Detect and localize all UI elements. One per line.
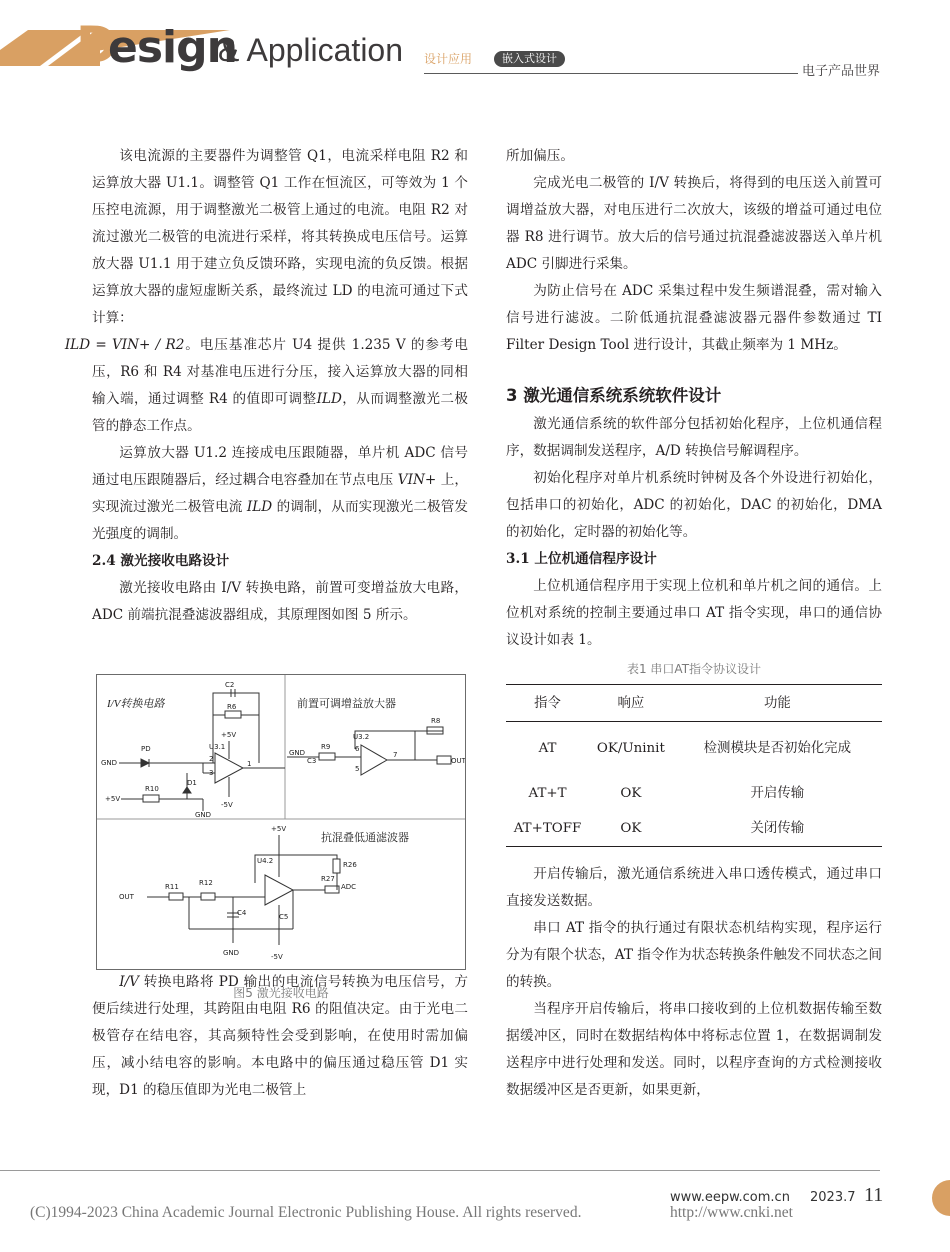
right-paragraph-8: 当程序开启传输后，将串口接收到的上位机数据传输至数据缓冲区，同时在数据结构体中将标志位置 1，在数据调制发送程序中进行处理和发送。同时，以程序查询的方式检测接收数据缓冲区是否更新，如果更新， [506, 1001, 882, 1098]
footer-date: 2023.7 [810, 1190, 856, 1205]
cell-func-att: 开启传输 [750, 785, 805, 801]
table-row [506, 722, 882, 777]
lbl-pin7: 7 [393, 751, 398, 759]
cell-resp-attoff: OK [589, 811, 673, 847]
lbl-pin1: 1 [247, 760, 252, 768]
magazine-name: 电子产品世界 [802, 64, 881, 79]
table-row [506, 776, 882, 811]
lbl-gnd-2: GND [195, 811, 212, 819]
cell-resp-att: OK [620, 785, 642, 801]
var-ild: ILD [316, 391, 342, 407]
var-ild-2: ILD [246, 499, 273, 515]
lbl-u32: U3.2 [353, 733, 370, 741]
var-vin: VIN+ [397, 472, 437, 488]
lbl-adc: ADC [341, 883, 357, 891]
logo-application-word: & Application [218, 32, 404, 68]
lbl-r9: R9 [321, 743, 331, 751]
lbl-n5v-1: -5V [221, 801, 233, 809]
cell-func-at: 检测模块是否初始化完成 [703, 741, 851, 756]
lbl-p5v-2: +5V [105, 795, 121, 803]
left-paragraph-3: 激光接收电路由 I/V 转换电路，前置可变增益放大电路，ADC 前端抗混叠滤波器组成，其原理图如图 5 所示。 [92, 580, 468, 623]
left-p2b-text: 上，实现流过激光二极管电流 [92, 472, 469, 515]
cell-func-attoff: 关闭传输 [673, 811, 882, 847]
lbl-r6: R6 [227, 703, 237, 711]
lbl-r10: R10 [145, 785, 159, 793]
lbl-out-1: OUT [451, 757, 465, 765]
lbl-r11: R11 [165, 883, 179, 891]
lbl-p5v-3: +5V [271, 825, 287, 833]
left-p4-text: 转换电路将 PD 输出的电流信号转换为电压信号，方便后续进行处理，其跨阻由电阻 R6 的阻值决定。由于光电二极管存在结电容，其高频特性会受到影响，在使用时需加偏压，减小结电容的影响。本电路中的偏压通过稳压管 D1 实现，D1 的稳压值即为光电二极管上 [92, 974, 468, 1098]
header-category: 设计应用 [424, 52, 473, 66]
table-row [506, 811, 882, 847]
right-paragraph-6: 开启传输后，激光通信系统进入串口透传模式，通过串口直接发送数据。 [506, 866, 882, 909]
lbl-gnd-4: GND [223, 949, 240, 957]
right-paragraph-5: 上位机通信程序用于实现上位机和单片机之间的通信。上位机对系统的控制主要通过串口 AT 指令实现，串口的通信协议设计如表 1。 [506, 578, 882, 648]
cell-cmd-at: AT [538, 741, 557, 756]
footer-url: www.eepw.com.cn [670, 1190, 790, 1205]
formula-ild: ILD = VIN+ / R2 [64, 337, 185, 353]
left-p2a-text: 运算放大器 U1.2 连接成电压跟随器，单片机 ADC 信号通过电压跟随器后，经过耦合电容叠加在节点电压 [92, 445, 468, 488]
lbl-pin2: 2 [209, 755, 214, 763]
lbl-c5: C5 [279, 913, 289, 921]
lbl-pin5: 5 [355, 765, 360, 773]
cnki-url: http://www.cnki.net [670, 1204, 793, 1221]
table-header-row [506, 685, 882, 722]
th-response: 响应 [589, 685, 673, 722]
logo-letter-d: D [76, 16, 117, 74]
left-p1c-text: ，从而调整激光二极管的静态工作点。 [92, 391, 469, 434]
right-paragraph-4: 初始化程序对单片机系统时钟树及各个外设进行初始化，包括串口的初始化，ADC 的初始化，DAC 的初始化，DMA 的初始化，定时器的初始化等。 [506, 470, 882, 540]
right-paragraph-3: 激光通信系统的软件部分包括初始化程序，上位机通信程序，数据调制发送程序，A/D 转换信号解调程序。 [506, 416, 882, 459]
fig-filter-title: 抗混叠低通滤波器 [321, 831, 409, 844]
right-paragraph-1: 完成光电二极管的 I/V 转换后，将得到的电压送入前置可调增益放大器，对电压进行二次放大，该级的增益可通过电位器 R8 进行调节。放大后的信号通过抗混叠滤波器送入单片机 ADC 引脚进行采集。 [506, 175, 882, 272]
lbl-pin6: 6 [355, 745, 360, 753]
footer-rule [0, 1170, 880, 1171]
section-heading-3-1: 3.1 上位机通信程序设计 [506, 551, 657, 567]
right-column [506, 143, 882, 1104]
lbl-u42: U4.2 [257, 857, 274, 865]
fig-amp-title: 前置可调增益放大器 [297, 697, 396, 710]
section-heading-3: 3 激光通信系统系统软件设计 [506, 386, 722, 405]
left-paragraph-2 [92, 440, 468, 548]
figure-5-schematic [96, 674, 466, 970]
header-badge: 嵌入式设计 [494, 51, 565, 67]
iv-italic: I/V [119, 974, 139, 990]
lbl-c3: C3 [307, 757, 317, 765]
cell-resp-at: OK/Uninit [596, 741, 665, 756]
header-rule [424, 73, 798, 74]
th-function: 功能 [673, 685, 882, 722]
right-paragraph-0: 所加偏压。 [506, 148, 574, 164]
at-command-table [506, 684, 882, 847]
left-paragraph-1 [64, 143, 469, 440]
lbl-out-2: OUT [119, 893, 134, 901]
lbl-pd: PD [141, 745, 151, 753]
lbl-pin3: 3 [209, 769, 214, 777]
lbl-d1: D1 [187, 779, 197, 787]
lbl-n5v-2: -5V [271, 953, 283, 961]
left-p2c-text: 的调制，从而实现激光二极管发光强度的调制。 [92, 499, 468, 542]
page-number: 11 [864, 1184, 884, 1206]
figure-5-caption: 图5 激光接收电路 [233, 986, 329, 1000]
logo-design-word: esign [108, 22, 237, 73]
cell-cmd-att: AT+T [528, 785, 567, 801]
right-paragraph-2: 为防止信号在 ADC 采集过程中发生频谱混叠，需对输入信号进行滤波。二阶低通抗混叠滤波器元器件参数通过 TI Filter Design Tool 进行设计，其截止频率为 1 MHz。 [506, 283, 882, 353]
lbl-p5v-1: +5V [221, 731, 237, 739]
lbl-r26: R26 [343, 861, 357, 869]
section-heading-2-4: 2.4 激光接收电路设计 [92, 553, 230, 569]
lbl-c4: C4 [237, 909, 247, 917]
table-1-caption: 表1 串口AT指令协议设计 [626, 662, 762, 676]
table-spacer [506, 847, 882, 861]
lbl-r8: R8 [431, 717, 441, 725]
lbl-gnd-3: GND [289, 749, 306, 757]
cell-cmd-attoff: AT+TOFF [506, 811, 589, 847]
fig-iv-title: I/V转换电路 [107, 698, 165, 710]
lbl-gnd-1: GND [101, 759, 118, 767]
lbl-r12: R12 [199, 879, 213, 887]
lbl-r27: R27 [321, 875, 335, 883]
footer-circle-decoration [932, 1180, 950, 1216]
lbl-c2: C2 [225, 681, 235, 689]
th-command: 指令 [506, 685, 589, 722]
left-p1-text: 该电流源的主要器件为调整管 Q1，电流采样电阻 R2 和运算放大器 U1.1。调整管 Q1 工作在恒流区，可等效为 1 个压控电流源，用于调整激光二极管上通过的电流。电阻 R2 对流过激光二极管的电流进行采样，将其转换成电压信号。运算放大器 U1.1 用于建立负反馈环路，实现电流的负反馈。根据运算放大器的虚短虚断关系，最终流过 LD 的电流可通过下式计算： [92, 148, 468, 326]
right-paragraph-7: 串口 AT 指令的执行通过有限状态机结构实现，程序运行分为有限个状态，AT 指令作为状态转换条件触发不同状态之间的转换。 [506, 920, 882, 990]
left-p1b-text: 。电压基准芯片 U4 提供 1.235 V 的参考电压，R6 和 R4 对基准电压进行分压，接入运算放大器的同相输入端，通过调整 R4 的值即可调整 [92, 337, 468, 407]
circuit-diagram [97, 675, 465, 969]
lbl-u31: U3.1 [209, 743, 226, 751]
copyright-notice: (C)1994-2023 China Academic Journal Electronic Publishing House. All rights reserved. [30, 1204, 582, 1221]
